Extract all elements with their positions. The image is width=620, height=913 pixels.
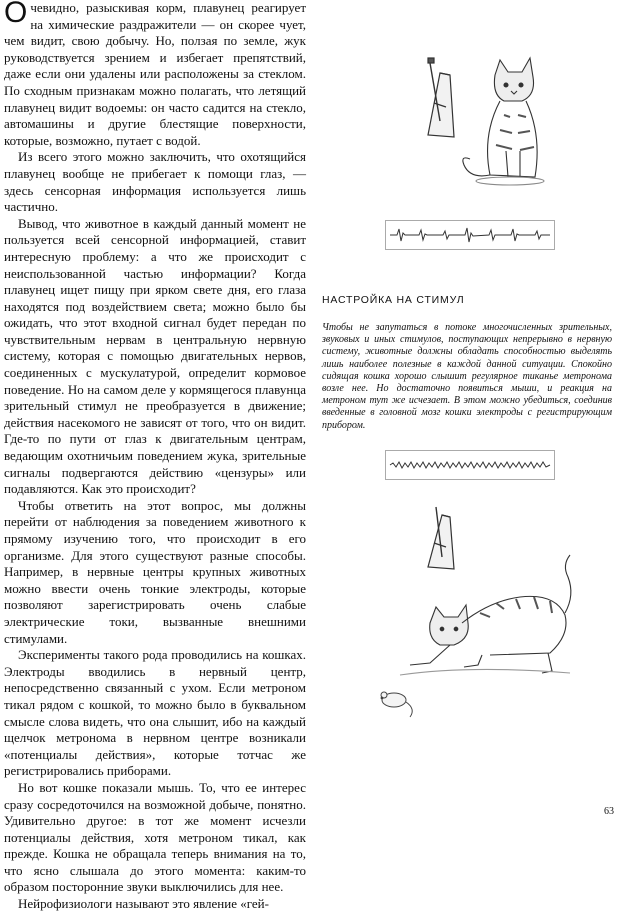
mouse-icon (381, 692, 412, 717)
figure-caption: Чтобы не запутаться в потоке многочисленных зрительных, звуковых и иных стимулов, поступающих непрерывно в нервную систему, животные должны обладать способностью выделять лишь наиболее полезные в каждой данной ситуации. Спокойно сидящая кошка хорошо слышит регулярное тиканье метронома возле нее. Но достаточно появиться мыши, и реакция на метроном тут же исчезает. В этом можно убедиться, соединив введенные в головной мозг кошки электроды с регистрирующим прибором. (322, 322, 612, 431)
oscilloscope-trace-2 (385, 450, 555, 480)
illustration-cat-hunting (370, 505, 610, 720)
paragraph: Очевидно, разыскивая корм, плавунец реагирует на химические раздражители — он скорее чует, чем видит, свою добычу. Но, ползая по земле, жук руководствуется зрением и избегает препятствий, даже если они удалены или расположены за стеклом. По сходным признакам можно полагать, что летящий плавунец видит водоемы: он часто садится на стекло, автомашины и другие блестящие поверхности, которые, возможно, путает с водой. (4, 0, 306, 148)
paragraph: Эксперименты такого рода проводились на кошках. Электроды вводились в нервный центр, непосредственно связанный с ухом. Если метроном тикал рядом с кошкой, то можно было в буквальном смысле слова видеть, что она слышит, ибо на каждый щелчок метронома в нервном центре возникали «потенциалы действия», которые тотчас же регистрировались приборами. (4, 647, 306, 779)
paragraph: Вывод, что животное в каждый данный момент не пользуется всей сенсорной информацией, ставит интересную проблему: а что же происходит с неиспользованной частью информации? Когда плавунец ищет пищу при ярком свете дня, его глаза находятся под воздействием света; можно было бы ожидать, что этот входной сигнал будет передан по чувствительным нервам в центральную нервную систему, которая с помощью двигательных нервов, соединенных с мускулатурой, определит кормовое поведение. Но на самом деле у кормящегося плавунца зрительный стимул не преобразуется в движение; действия насекомого не зависят от того, что он видит. Где-то по пути от глаз к двигательным центрам, ведающим охотничьим поведением жука, зрительные сигналы подвергаются действию «цензуры» или подавляются. Как это происходит? (4, 215, 306, 497)
paragraph: Чтобы ответить на этот вопрос, мы должны перейти от наблюдения за поведением животного к прямому изучению того, что происходит в его организме. Для этого существуют разные способы. Например, в нервные центры крупных животных можно ввести очень тонкие электроды, которые позволяют зарегистрировать очень слабые электрические токи, вызванные внешними стимулами. (4, 497, 306, 646)
paragraph: Нейрофизиологи называют это явление «гей- (18, 896, 269, 912)
metronome-icon (428, 58, 454, 137)
cat-sitting-icon (463, 58, 544, 185)
paragraph: Но вот кошке показали мышь. То, что ее интерес сразу сосредоточился на возможной добыче, понятно. Удивительно другое: в тот же момент исчезли потенциалы действия, хотя метроном тикал, как прежде. Кошка не обращала теперь внимания на то, что ясно слышала до этого момента: каким-то образом посторонние звуки выключились для нее. (4, 779, 306, 895)
sidebar-heading: НАСТРОЙКА НА СТИМУЛ (322, 294, 465, 306)
illustration-cat-sitting (400, 55, 600, 195)
cat-crouching-icon (400, 555, 571, 675)
page-number: 63 (604, 806, 614, 817)
metronome-icon (428, 507, 454, 569)
drop-cap: О (4, 0, 28, 29)
main-text-column (4, 0, 306, 913)
oscilloscope-trace-1 (385, 220, 555, 250)
paragraph: Из всего этого можно заключить, что охотящийся плавунец вообще не прибегает к помощи глаз, — здесь сенсорная информация используется лишь частично. (4, 149, 306, 215)
